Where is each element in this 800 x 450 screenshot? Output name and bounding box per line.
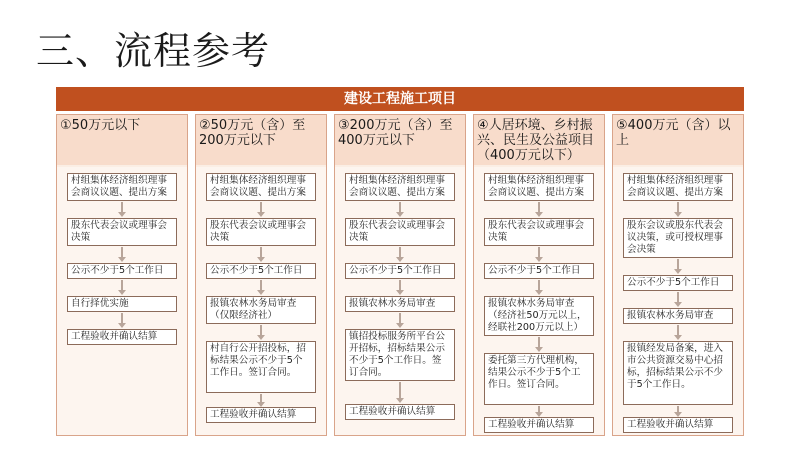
arrow-icon (399, 280, 401, 291)
flow-step: 工程验收并确认结算 (206, 407, 316, 423)
flow-step: 股东代表会议或理事会决策 (345, 218, 455, 246)
column-body (196, 167, 326, 435)
arrow-icon (260, 280, 262, 291)
arrow-icon (677, 259, 679, 270)
arrow-icon (121, 202, 123, 213)
flow-step: 委托第三方代理机构，结果公示不少于5个工作日。签订合同。 (484, 353, 594, 405)
arrow-icon (260, 202, 262, 213)
flow-step: 报镇农林水务局审查 (623, 308, 733, 324)
flow-step: 股东会议或股东代表会议决策，或可授权理事会决策 (623, 218, 733, 258)
column-5 (612, 114, 744, 436)
flow-step: 公示不少于5个工作日 (67, 263, 177, 279)
flow-step: 报镇农林水务局审查（仅限经济社） (206, 296, 316, 324)
column-body (613, 167, 743, 435)
column-header: ④人居环境、乡村振兴、民生及公益项目（400万元以下） (474, 115, 604, 165)
diagram-banner: 建设工程施工项目 (56, 87, 744, 111)
flow-step: 村自行公开招投标，招标结果公示不少于5个工作日。签订合同。 (206, 341, 316, 393)
flow-step: 公示不少于5个工作日 (345, 263, 455, 279)
column-header: ③200万元（含）至400万元以下 (335, 115, 465, 165)
flow-step: 报镇农林水务局审查（经济社50万元以上，经联社200万元以上） (484, 296, 594, 336)
arrow-icon (399, 313, 401, 324)
flow-step: 公示不少于5个工作日 (484, 263, 594, 279)
arrow-icon (538, 247, 540, 258)
flow-step: 镇招投标服务所平台公开招标，招标结果公示不少于5个工作日。签订合同。 (345, 329, 455, 381)
column-2 (195, 114, 327, 436)
arrow-icon (121, 313, 123, 324)
arrow-icon (399, 382, 401, 399)
arrow-icon (538, 406, 540, 413)
arrow-icon (399, 247, 401, 258)
column-body (474, 167, 604, 435)
flow-step: 村组集体经济组织理事会商议议题、提出方案 (623, 173, 733, 201)
column-header: ①50万元以下 (57, 115, 187, 165)
flow-step: 村组集体经济组织理事会商议议题、提出方案 (206, 173, 316, 201)
column-body (335, 167, 465, 435)
flow-step: 公示不少于5个工作日 (623, 275, 733, 291)
arrow-icon (677, 325, 679, 336)
arrow-icon (538, 337, 540, 348)
arrow-icon (677, 406, 679, 413)
arrow-icon (260, 325, 262, 336)
flow-step: 村组集体经济组织理事会商议议题、提出方案 (67, 173, 177, 201)
column-4 (473, 114, 605, 436)
flow-step: 村组集体经济组织理事会商议议题、提出方案 (484, 173, 594, 201)
arrow-icon (260, 394, 262, 403)
flow-step: 工程验收并确认结算 (623, 417, 733, 433)
flow-step: 工程验收并确认结算 (67, 329, 177, 345)
arrow-icon (677, 202, 679, 213)
arrow-icon (121, 280, 123, 291)
flow-step: 村组集体经济组织理事会商议议题、提出方案 (345, 173, 455, 201)
column-body (57, 167, 187, 435)
column-1 (56, 114, 188, 436)
page-title: 三、流程参考 (36, 29, 271, 73)
flow-step: 自行择优实施 (67, 296, 177, 312)
flow-step: 股东代表会议或理事会决策 (484, 218, 594, 246)
arrow-icon (121, 247, 123, 258)
arrow-icon (677, 292, 679, 303)
flow-step: 股东代表会议或理事会决策 (206, 218, 316, 246)
arrow-icon (260, 247, 262, 258)
flow-step: 工程验收并确认结算 (484, 417, 594, 433)
flow-step: 股东代表会议或理事会决策 (67, 218, 177, 246)
arrow-icon (399, 202, 401, 213)
flow-step: 公示不少于5个工作日 (206, 263, 316, 279)
flow-step: 报镇经发局备案，进入市公共资源交易中心招标，招标结果公示不少于5个工作日。 (623, 341, 733, 405)
column-header: ②50万元（含）至200万元以下 (196, 115, 326, 165)
column-header: ⑤400万元（含）以上 (613, 115, 743, 165)
flow-step: 工程验收并确认结算 (345, 404, 455, 420)
arrow-icon (538, 202, 540, 213)
column-3 (334, 114, 466, 436)
arrow-icon (538, 280, 540, 291)
flow-step: 报镇农林水务局审查 (345, 296, 455, 312)
